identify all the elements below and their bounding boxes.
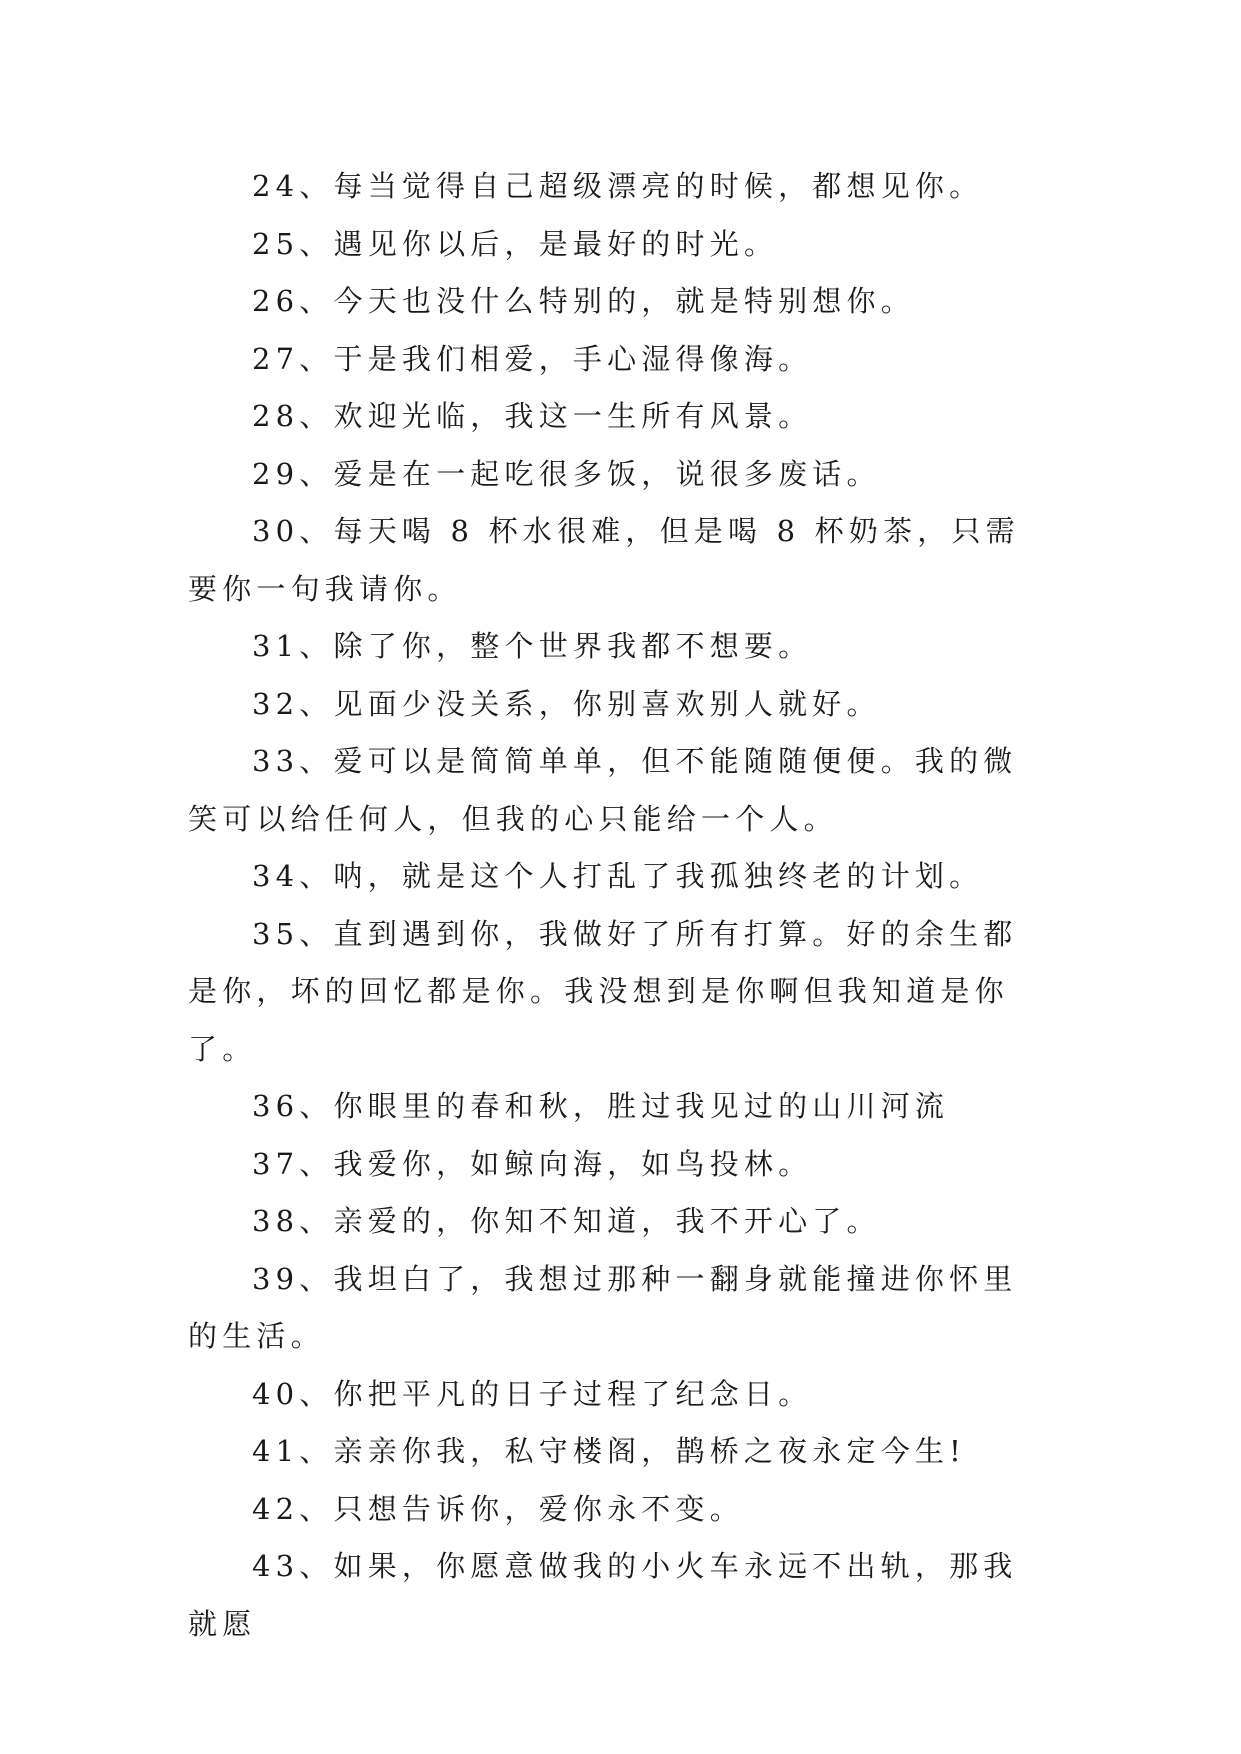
paragraph-32: 32、见面少没关系，你别喜欢别人就好。 — [252, 686, 881, 721]
paragraph-35: 35、直到遇到你，我做好了所有打算。好的余生都是你，坏的回忆都是你。我没想到是你啊但我知道是你了。 — [188, 916, 1018, 1066]
paragraph-34: 34、呐，就是这个人打乱了我孤独终老的计划。 — [252, 859, 984, 893]
paragraph-39: 39、我坦白了，我想过那种一翻身就能撞进你怀里的生活。 — [188, 1261, 1018, 1353]
paragraph-26: 26、今天也没什么特别的，就是特别想你。 — [252, 284, 915, 318]
paragraph-33: 33、爱可以是简简单单，但不能随随便便。我的微笑可以给任何人，但我的心只能给一个人。 — [188, 744, 1018, 836]
document-body — [188, 158, 1048, 1653]
paragraph-24: 24、每当觉得自己超级漂亮的时候，都想见你。 — [252, 169, 984, 203]
paragraph-27: 27、于是我们相爱，手心湿得像海。 — [252, 341, 813, 376]
paragraph-30: 30、每天喝 8 杯水很难，但是喝 8 杯奶茶，只需要你一句我请你。 — [188, 514, 1020, 606]
paragraph-38: 38、亲爱的，你知不知道，我不开心了。 — [252, 1204, 881, 1238]
paragraph-25: 25、遇见你以后，是最好的时光。 — [252, 226, 779, 261]
paragraph-42: 42、只想告诉你，爱你永不变。 — [252, 1491, 744, 1526]
paragraph-41: 41、亲亲你我，私守楼阁，鹊桥之夜永定今生! — [252, 1434, 966, 1468]
paragraph-29: 29、爱是在一起吃很多饭，说很多废话。 — [252, 456, 881, 491]
paragraph-37: 37、我爱你，如鲸向海，如鸟投林。 — [252, 1146, 813, 1181]
paragraph-28: 28、欢迎光临，我这一生所有风景。 — [252, 399, 813, 433]
paragraph-40: 40、你把平凡的日子过程了纪念日。 — [252, 1376, 813, 1411]
paragraph-43: 43、如果，你愿意做我的小火车永远不出轨，那我就愿 — [188, 1549, 1018, 1641]
paragraph-36: 36、你眼里的春和秋，胜过我见过的山川河流 — [252, 1089, 950, 1123]
paragraph-31: 31、除了你，整个世界我都不想要。 — [252, 629, 813, 663]
